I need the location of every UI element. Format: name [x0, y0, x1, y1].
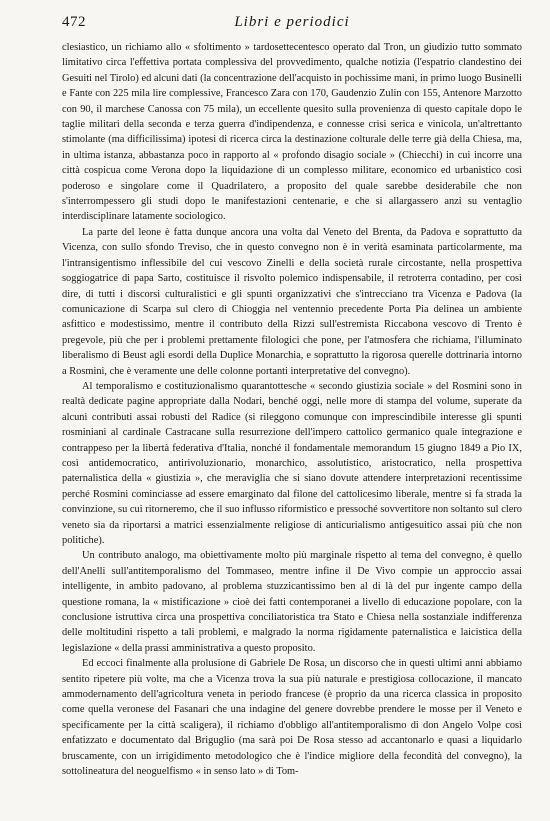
- paragraph-2: La parte del leone è fatta dunque ancora una volta dal Veneto del Brenta, da Padova e soprattutto da Vicenza, con sullo sfondo Treviso, che in questo convegno non è in verità esaminata particolarmente, ma l'intransigentismo inflessibile del cui vescovo Zinelli e della società rurale circostante, nella prospettiva soggiogatrice di papa Sarto, costituisce il risvolto polemico indispensabile, il retroterra contadino, per così dire, di tutti i discorsi culturalistici e gli spunti organizzativi che s'intrecciano tra Vicenza e Padova (la comunicazione di Scarpa sul clero di Chioggia nel ventennio precedente Porta Pia delinea un ambiente asfittico e modestissimo, mentre il contributo della Rizzi sull'estremista Riccabona vescovo di Trento è pregevole, più che per i problemi prettamente filologici che pone, per l'atmosfera che richiama, l'illuminato liberalismo di Beust agli esordi della Duplice Monarchia, e soprattutto la rigorosa querelle dottrinaria intorno a Rosmini, che è veramente une delle colonne portanti interpretative del convegno).: [62, 226, 522, 377]
- page-number: 472: [62, 14, 86, 30]
- paragraph-5: Ed eccoci finalmente alla prolusione di Gabriele De Rosa, un discorso che in questi ultimi anni abbiamo sentito ripetere più volte, ma che a Vicenza trova la sua più naturale e prestigiosa collocazione, il mancato ammodernamento dell'agricoltura veneta in periodo francese (è proprio da una ricerca classica in proposito come quella veronese del Fasanari che una indagine del genere dovrebbe prendere le mosse per il Veneto e specificamente per la città scaligera), il richiamo d'obbligo all'antitemporalismo di don Angelo Volpe così enfatizzato e documentato dal Briguglio (ma sarà poi De Rosa stesso ad accantonarlo e quasi a liquidarlo bruscamente, con un irrigidimento metodologico che è l'indice migliore della fecondità del convegno), la sottolineatura del neoguelfismo « in senso lato » di Tom-: [62, 658, 522, 778]
- paragraph-1: clesiastico, un richiamo allo « sfoltimento » tardosettecentesco operato dal Tron, un giudizio tutto sommato limitativo circa l'effettiva portata complessiva del provvedimento, qualche notizia (l'espatrio clandestino dei Gesuiti nel Tirolo) ed alcuni dati (la concentrazione dell'acquisto in pochissime mani, in primo luogo Businelli e Fante con 225 mila lire complessive, Francesco Zara con 170, Gaudenzio Zulin con 155, Antenore Marzotto con 90, il marchese Canossa con 75 mila), un eccellente quesito sulla provenienza di questo capitale dopo le taglie militari della seconda e terza guerra d'indipendenza, e connesse crisi serica e vinicola, un'altrettanto stimolante (ma difficilissima) ipotesi di ricerca circa la destinazione colturale delle terre già della Chiesa, ma, in ultima istanza, abbastanza poco in rapporto al « profondo disagio sociale » (Chiecchi) in cui incorre una città cospicua come Verona dopo la liquidazione di un complesso militare, economico ed urbanistico così poderoso e singolare come il Quadrilatero, a proposito del quale sarebbe desiderabile che non s'interrompessero gli studi dopo le manifestazioni centenarie, e che si allargassero anzi su ventaglio interdisciplinare latamente sociologico.: [62, 42, 522, 223]
- running-head: Libri e periodici: [234, 14, 350, 30]
- page-header: [62, 14, 522, 34]
- article-body: [62, 40, 522, 780]
- paragraph-3: Al temporalismo e costituzionalismo quarantottesche « secondo giustizia sociale » del Rosmini sono in realtà dedicate pagine appropriate dalla Nodari, benché oggi, nelle more di stampa del volume, superate da alcuni contributi assai robusti del Radice (si rileggono comunque con imprescindibile interesse gli spunti rosminiani al cardinale Castracane sulla resurrezione dell'impero cattolico germanico quale integrazione e contrappeso per la libertà federativa d'Italia, nonché il fondamentale memorandum 15 giugno 1849 a Pio IX, così antidemocratico, antirivoluzionario, monarchico, assolutistico, aristocratico, nella prospettiva paternalistica della « giustizia », che meraviglia che si siano dovute attendere interpretazioni recentissime perché Rosmini cominciasse ad essere emarginato dal filone del cattolicesimo liberale, mentre si fa strada la convinzione, su cui ritorneremo, che il suo influsso riformistico e pressoché sovvertitore non soltanto sul clero veneto sia da riportarsi a matrici essenzialmente religiose di anticurialismo antigesuitico assai più che non politiche).: [62, 380, 522, 546]
- paragraph-4: Un contributo analogo, ma obiettivamente molto più marginale rispetto al tema del convegno, è quello dell'Anelli sull'antitemporalismo del Tommaseo, mentre infine il De Vivo compie un approccio assai intelligente, in ambito padovano, al problema stuzzicantissimo ben al di là del pur ingente campo della questione romana, la « mistificazione » cioè dei fatti contemporanei a livello di educazione popolare, con la conclusione istruttiva circa una prospettiva conciliatoristica tra Stato e Chiesa nella sostanziale indifferenza delle moltitudini rispetto a tali problemi, e malgrado la norma rigidamente paternalistica e laicistica della legislazione « della prassi amministrativa a questo proposito.: [62, 550, 522, 654]
